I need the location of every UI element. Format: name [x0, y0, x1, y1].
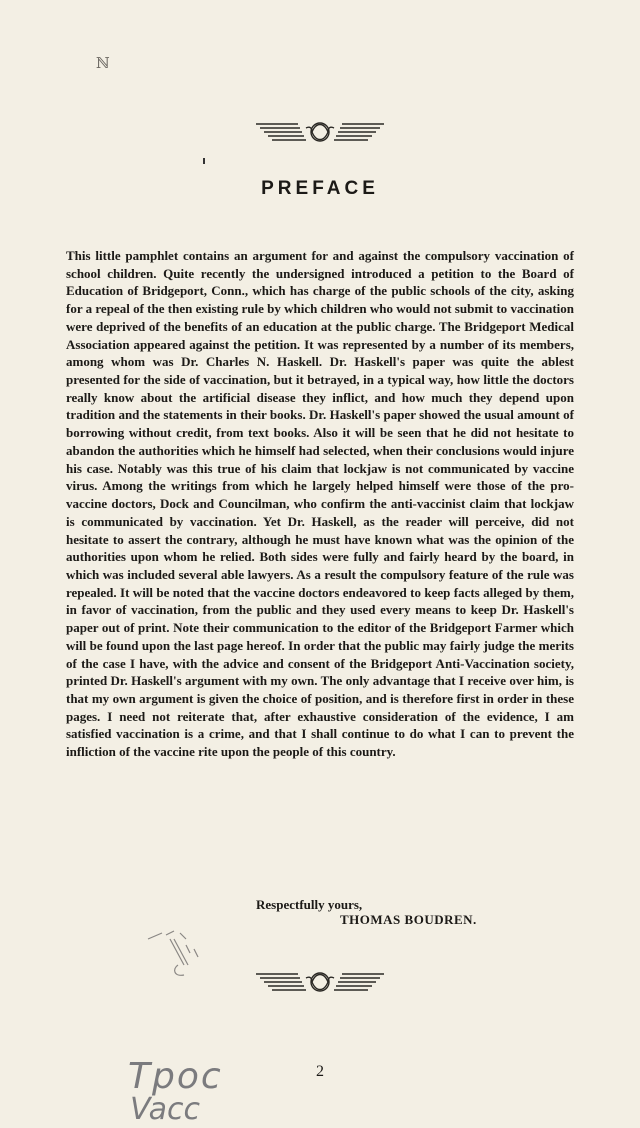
small-tick-mark — [203, 158, 205, 164]
library-stamp-icon — [140, 925, 210, 985]
corner-mark: ℕ — [96, 56, 110, 72]
preface-paragraph: This little pamphlet contains an argument for and against the compulsory vaccination of school children. Quite recently the undersigned introduced a petition to the Board of Education of Bridgeport, Conn., which has charge of the public schools of the city, asking for a repeal of the then existing rule by which children who would not submit to vaccination were deprived of the benefits of an education at the public charge. The Bridgeport Medical Association appeared against the petition. It was represented by a number of its members, among whom was Dr. Charles N. Haskell. Dr. Haskell's paper was quite the ablest presented for the side of vaccination, but it betrayed, in a typical way, how little the doctors really know about the artificial disease they inflict, and how much they depend upon tradition and the statements in their books. Dr. Haskell's paper showed the usual amount of borrowing without credit, from text books. Also it will be seen that he did not hesitate to abandon the authorities which he himself had selected, when their conclusions would injure his case. Notably was this true of his claim that lockjaw is not communicated by vaccine virus. Among the writings from which he largely helped himself were those of the pro-vaccine doctors, Dock and Councilman, who confirm the anti-vaccinist claim that lockjaw is communicated by vaccination. Yet Dr. Haskell, as the reader will perceive, did not hesitate to assert the contrary, although he must have known what was the opinion of the authorities upon whom he relied. Both sides were fully and fairly heard by the board, in which was included several able lawyers. As a result the compulsory feature of the rule was repealed. It will be noted that the vaccine doctors endeavored to keep facts alleged by them, in favor of vaccination, from the public and they used every means to keep Dr. Haskell's paper out of print. Note their communication to the editor of the Bridgeport Farmer which will be found upon the last page hereof. In order that the public may fairly judge the merits of the case I have, with the advice and consent of the Bridgeport Anti-Vaccination society, printed Dr. Haskell's argument with my own. The only advantage that I receive over him, is that my own argument is given the choice of position, and is therefore first in order in these pages. I need not reiterate that, after exhaustive consideration of the evidence, I am satisfied vaccination is a crime, and that I shall continue to do what I can to prevent the infliction of the vaccine rite upon the people of this country. — [66, 248, 574, 760]
closing-salutation: Respectfully yours, — [256, 897, 363, 912]
handwritten-note-2: Vacc — [130, 1092, 200, 1127]
ornament-bottom — [250, 966, 390, 996]
page-number: 2 — [316, 1063, 324, 1080]
handwritten-note-1: Троc — [128, 1056, 223, 1097]
author-signature: THOMAS BOUDREN. — [340, 912, 477, 927]
page-title: PREFACE — [261, 178, 379, 199]
ornament-top — [250, 116, 390, 146]
